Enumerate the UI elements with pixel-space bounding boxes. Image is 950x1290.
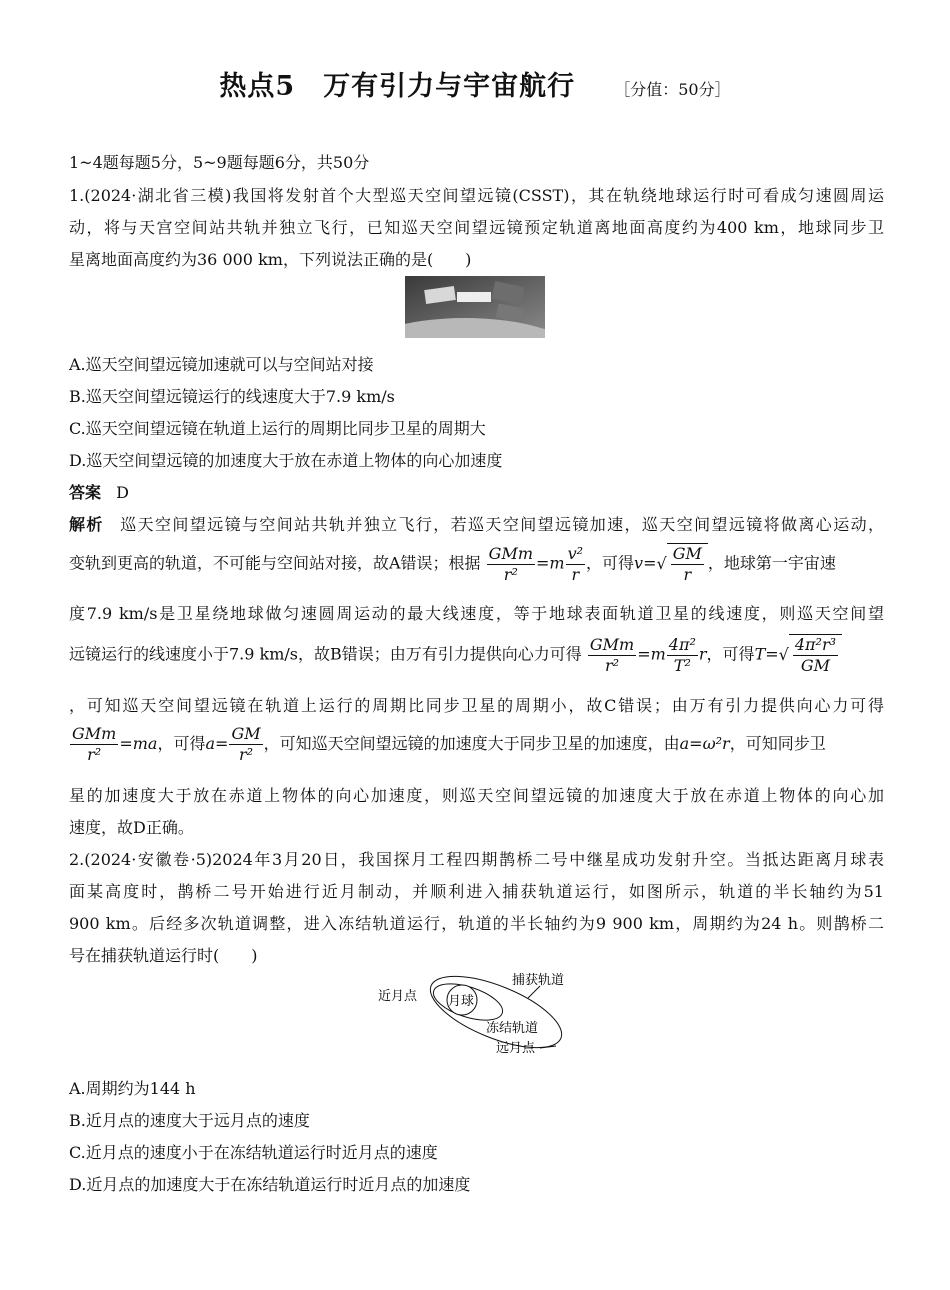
analysis-text: 巡天空间望远镜与空间站共轨并独立飞行，若巡天空间望远镜加速，巡天空间望远镜将做离心运动， bbox=[120, 515, 884, 534]
q2-stem-line: 面某高度时，鹊桥二号开始进行近月制动，并顺利进入捕获轨道运行，如图所示，轨道的半长轴约为51 bbox=[69, 882, 884, 901]
formula-fraction: $\frac{\text{GMm}}{\text{r²}}$ bbox=[72, 724, 117, 764]
orbit-diagram bbox=[378, 970, 578, 1060]
formula-fraction: $\frac{GM}{\text{r²}}$ bbox=[231, 724, 261, 764]
answer-value: D bbox=[116, 483, 129, 502]
formula-fraction: $\frac{\text{v²}}{r}$ bbox=[567, 543, 584, 584]
formula-text: a=ω²r bbox=[679, 734, 730, 753]
analysis-line bbox=[69, 543, 884, 589]
q2-stem-line: 900 km。后经多次轨道调整，进入冻结轨道运行，轨道的半长轴约为9 900 km，周期约为24 h。则鹊桥二 bbox=[69, 914, 884, 933]
formula-fraction: $\frac{\text{4π²}}{\text{T²}}$ bbox=[668, 634, 696, 675]
formula-sqrt: √ $\frac{GM}{r}$ bbox=[657, 543, 708, 585]
formula-text: =m bbox=[536, 553, 565, 573]
q1-stem-line: 1.(2024·湖北省三模)我国将发射首个大型巡天空间望远镜(CSST)，其在轨绕地球运行时可看成匀速圆周运 bbox=[69, 186, 884, 205]
analysis-line bbox=[69, 724, 884, 770]
header bbox=[0, 64, 950, 103]
formula-sqrt: √ $\frac{\text{4π²r³}}{GM}$ bbox=[779, 634, 842, 676]
formula-text: a= bbox=[205, 734, 229, 753]
analysis-line bbox=[69, 512, 884, 535]
q1-option-a: A.巡天空间望远镜加速就可以与空间站对接 bbox=[69, 355, 374, 374]
analysis-text: ，地球第一宇宙速 bbox=[707, 553, 836, 573]
analysis-line: 度7.9 km/s是卫星绕地球做匀速圆周运动的最大线速度，等于地球表面轨道卫星的线速度，则巡天空间望 bbox=[69, 604, 884, 623]
analysis-text: ，可知巡天空间望远镜的加速度大于同步卫星的加速度，由 bbox=[263, 734, 680, 753]
q2-option-d: D.近月点的加速度大于在冻结轨道运行时近月点的加速度 bbox=[69, 1175, 471, 1194]
formula-fraction: $\frac{\text{GMm}}{\text{r²}}$ bbox=[488, 543, 533, 584]
analysis-text: ，可得 bbox=[586, 553, 635, 573]
far-point-label: 远月点 bbox=[496, 1041, 536, 1056]
q2-option-b: B.近月点的速度大于远月点的速度 bbox=[69, 1111, 310, 1130]
q1-option-b: B.巡天空间望远镜运行的线速度大于7.9 km/s bbox=[69, 387, 395, 406]
analysis-text: 远镜运行的线速度小于7.9 km/s，故B错误；由万有引力提供向心力可得 bbox=[69, 644, 582, 664]
answer-label: 答案 bbox=[69, 483, 102, 502]
analysis-line: ，可知巡天空间望远镜在轨道上运行的周期比同步卫星的周期小，故C错误；由万有引力提供向心力可得 bbox=[69, 696, 884, 715]
frozen-orbit-label: 冻结轨道 bbox=[486, 1021, 539, 1036]
analysis-text: ，可知同步卫 bbox=[729, 734, 826, 753]
q2-stem-line: 2.(2024·安徽卷·5)2024年3月20日，我国探月工程四期鹊桥二号中继星成功发射升空。当抵达距离月球表 bbox=[69, 850, 884, 869]
formula-fraction: $\frac{\text{GMm}}{\text{r²}}$ bbox=[589, 634, 635, 675]
analysis-text: 变轨到更高的轨道，不可能与空间站对接，故A错误；根据 bbox=[69, 553, 481, 573]
q1-option-d: D.巡天空间望远镜的加速度大于放在赤道上物体的向心加速度 bbox=[69, 451, 503, 470]
q1-stem-line: 动，将与天宫空间站共轨并独立飞行，已知巡天空间望远镜预定轨道离地面高度约为400 km，地球同步卫 bbox=[69, 218, 884, 237]
space-telescope-photo bbox=[405, 276, 545, 338]
intro-text: 1~4题每题5分，5~9题每题6分，共50分 bbox=[69, 153, 370, 172]
analysis-line bbox=[69, 634, 884, 680]
analysis-line: 速度，故D正确。 bbox=[69, 818, 194, 837]
capture-orbit-label: 捕获轨道 bbox=[512, 973, 565, 988]
analysis-text: ，可得 bbox=[706, 644, 755, 664]
q2-option-a: A.周期约为144 h bbox=[69, 1079, 196, 1098]
formula-text: v= bbox=[634, 553, 657, 573]
formula-text: r bbox=[698, 644, 707, 664]
score-label: ［分值：50分］ bbox=[614, 80, 731, 99]
q2-stem-line: 号在捕获轨道运行时( ) bbox=[69, 946, 258, 965]
formula-text: T= bbox=[754, 644, 779, 664]
moon-label: 月球 bbox=[448, 994, 475, 1009]
q1-stem-line: 星离地面高度约为36 000 km，下列说法正确的是( ) bbox=[69, 250, 472, 269]
analysis-line: 星的加速度大于放在赤道上物体的向心加速度，则巡天空间望远镜的加速度大于放在赤道上物体的向心加 bbox=[69, 786, 884, 805]
near-point-label: 近月点 bbox=[378, 989, 418, 1004]
q1-option-c: C.巡天空间望远镜在轨道上运行的周期比同步卫星的周期大 bbox=[69, 419, 486, 438]
formula-text: =m bbox=[637, 644, 666, 664]
formula-text: =ma bbox=[119, 734, 158, 753]
q1-answer bbox=[69, 480, 884, 503]
analysis-label: 解析 bbox=[69, 515, 104, 534]
page-title: 热点5 万有引力与宇宙航行 bbox=[219, 71, 576, 102]
q2-option-c: C.近月点的速度小于在冻结轨道运行时近月点的速度 bbox=[69, 1143, 438, 1162]
analysis-text: ，可得 bbox=[157, 734, 206, 753]
